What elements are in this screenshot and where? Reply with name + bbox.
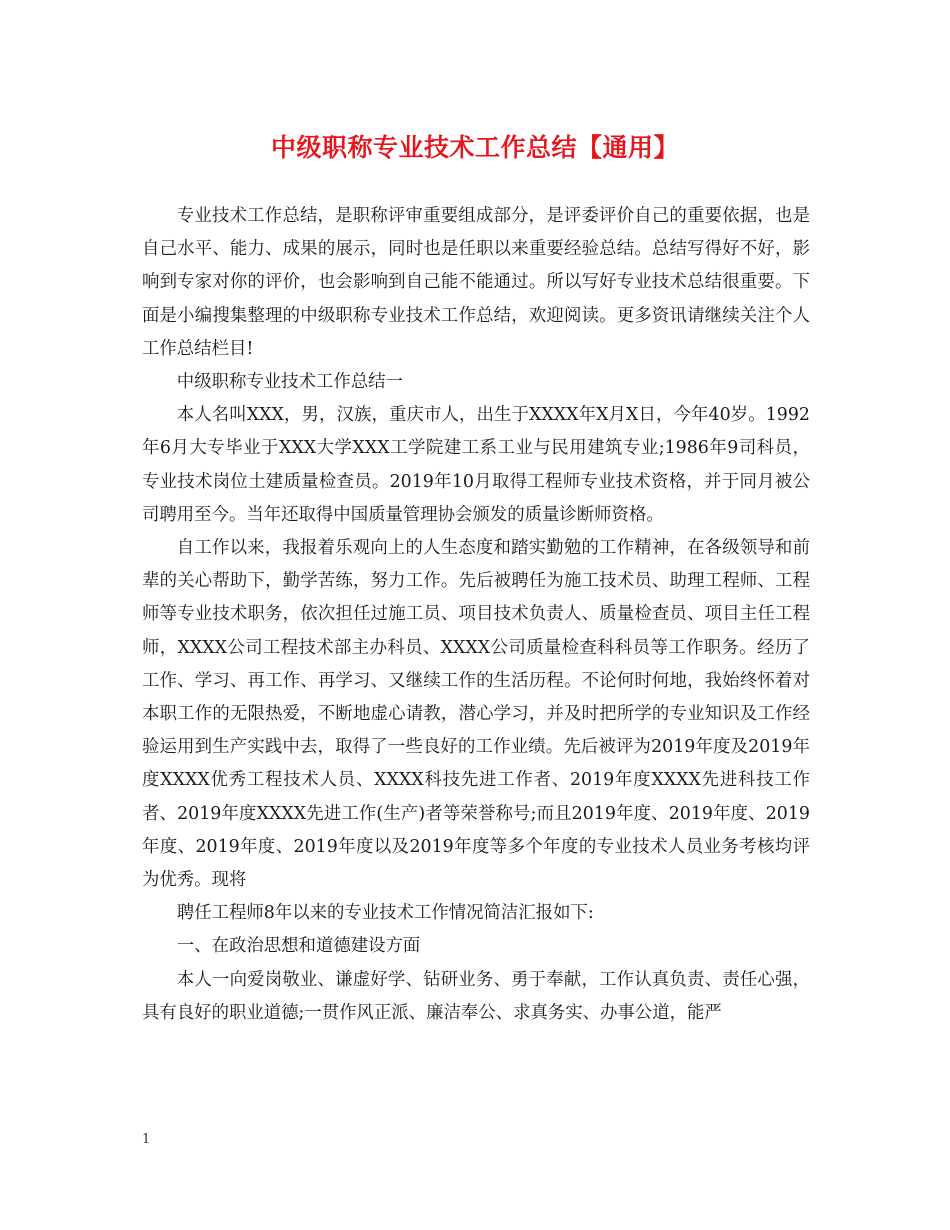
intro-paragraph: 专业技术工作总结，是职称评审重要组成部分，是评委评价自己的重要依据，也是自己水平、能力、成果的展示，同时也是任职以来重要经验总结。总结写得好不好，影响到专家对你的评价，也会影响到自己能不能通过。所以写好专业技术总结很重要。下面是小编搜集整理的中级职称专业技术工作总结，欢迎阅读。更多资讯请继续关注个人工作总结栏目! [142, 206, 810, 359]
personal-info-paragraph: 本人名叫XXX，男，汉族，重庆市人，出生于XXXX年X月X日，今年40岁。1992年6月大专毕业于XXX大学XXX工学院建工系工业与民用建筑专业;1986年9司科员，专业技术岗位土建质量检查员。2019年10月取得工程师专业技术资格，并于同月被公司聘用至今。当年还取得中国质量管理协会颁发的质量诊断师资格。 [142, 405, 810, 525]
report-intro-paragraph: 聘任工程师8年以来的专业技术工作情况简洁汇报如下: [176, 903, 594, 924]
page-number: 1 [142, 1132, 151, 1147]
subsection-heading: 一、在政治思想和道德建设方面 [176, 936, 421, 957]
political-ethics-paragraph: 本人一向爱岗敬业、谦虚好学、钻研业务、勇于奉献，工作认真负责、责任心强，具有良好的职业道德;一贯作风正派、廉洁奉公、求真务实、办事公道，能严 [142, 969, 810, 1023]
document-body [142, 200, 810, 1030]
document-title: 中级职称专业技术工作总结【通用】 [270, 133, 679, 162]
section-heading: 中级职称专业技术工作总结一 [176, 372, 403, 393]
work-history-paragraph: 自工作以来，我报着乐观向上的人生态度和踏实勤勉的工作精神，在各级领导和前辈的关心帮助下，勤学苦练，努力工作。先后被聘任为施工技术员、助理工程师、工程师等专业技术职务，依次担任过施工员、项目技术负责人、质量检查员、项目主任工程师，XXXX公司工程技术部主办科员、XXXX公司质量检查科科员等工作职务。经历了工作、学习、再工作、再学习、又继续工作的生活历程。不论何时何地，我始终怀着对本职工作的无限热爱，不断地虚心请教，潜心学习，并及时把所学的专业知识及工作经验运用到生产实践中去，取得了一些良好的工作业绩。先后被评为2019年度及2019年度XXXX优秀工程技术人员、XXXX科技先进工作者、2019年度XXXX先进科技工作者、2019年度XXXX先进工作(生产)者等荣誉称号;而且2019年度、2019年度、2019年度、2019年度、2019年度以及2019年度等多个年度的专业技术人员业务考核均评为优秀。现将 [142, 538, 810, 891]
